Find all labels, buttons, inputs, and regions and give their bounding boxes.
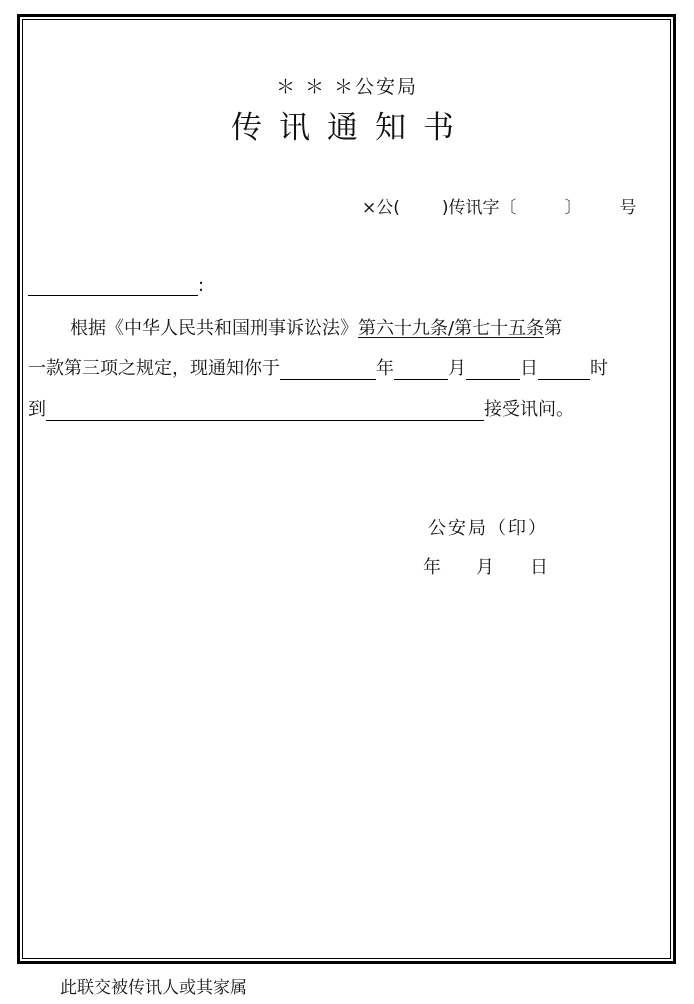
- article-reference: 第六十九条/第七十五条: [358, 318, 545, 339]
- document-title: 传讯通知书: [231, 110, 471, 146]
- document-border-inner: [22, 19, 671, 959]
- law-reference-text: 根据《中华人民共和国刑事诉讼法》: [70, 318, 358, 339]
- doc-number-suffix: 号: [619, 198, 637, 218]
- month-label: 月: [448, 358, 466, 379]
- sign-date-day: 日: [530, 557, 548, 578]
- seal-line: 公安局（印）: [428, 518, 548, 539]
- addressee-blank[interactable]: [28, 275, 198, 296]
- paragraph-line-3: [28, 395, 574, 421]
- year-label: 年: [376, 358, 394, 379]
- interrogation-text: 接受讯问。: [484, 399, 574, 420]
- paragraph-line-1-end: 第: [544, 318, 563, 339]
- hour-blank[interactable]: [538, 359, 590, 380]
- doc-number-mid: )传讯字〔: [441, 198, 517, 218]
- agency-name: ＊ ＊ ＊公安局: [275, 76, 419, 98]
- sign-date-year: 年: [423, 557, 441, 578]
- addressee-colon: :: [198, 275, 205, 296]
- paragraph-line-1: [70, 314, 562, 340]
- day-label: 日: [520, 358, 538, 379]
- summons-text: 一款第三项之规定，现通知你于: [28, 358, 280, 379]
- addressee-line: [28, 275, 204, 296]
- location-blank[interactable]: [46, 400, 484, 421]
- paragraph-line-2: [28, 354, 608, 380]
- year-blank[interactable]: [280, 359, 376, 380]
- month-blank[interactable]: [394, 359, 448, 380]
- day-blank[interactable]: [466, 359, 520, 380]
- hour-label: 时: [590, 358, 608, 379]
- location-prefix: 到: [28, 399, 46, 420]
- footer-note: 此联交被传讯人或其家属: [60, 978, 247, 998]
- doc-number-prefix: ×公(: [362, 198, 400, 218]
- sign-date-month: 月: [476, 557, 494, 578]
- document-number: [362, 193, 637, 218]
- doc-number-bracket-close: 〕: [564, 198, 582, 218]
